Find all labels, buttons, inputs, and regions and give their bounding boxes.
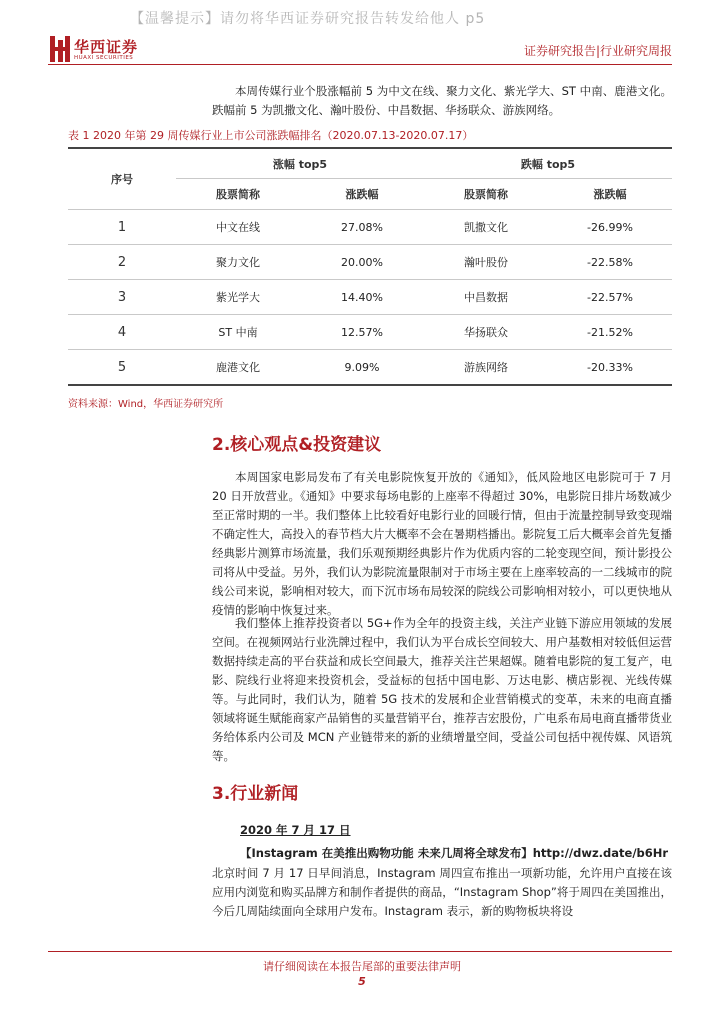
row-index: 5 — [68, 350, 176, 386]
intro-paragraph: 本周传媒行业个股涨幅前 5 为中文在线、聚力文化、紫光学大、ST 中南、鹿港文化。跌幅前 5 为凯撒文化、瀚叶股份、中昌数据、华扬联众、游族网络。 — [212, 84, 672, 117]
gainer-name: 鹿港文化 — [176, 350, 300, 386]
gainer-change: 14.40% — [300, 280, 424, 315]
row-index: 1 — [68, 210, 176, 245]
table-row — [68, 210, 672, 245]
losers-header: 跌幅 top5 — [424, 148, 672, 179]
loser-change: -22.58% — [548, 245, 672, 280]
legal-notice: 请仔细阅读在本报告尾部的重要法律声明 — [263, 960, 461, 973]
gainer-change: 12.57% — [300, 315, 424, 350]
table-row — [68, 350, 672, 386]
index-header: 序号 — [68, 148, 176, 210]
table-row — [68, 245, 672, 280]
section-2-heading: 2.核心观点&投资建议 — [212, 435, 382, 455]
loser-change: -20.33% — [548, 350, 672, 386]
table-source: 资料来源：Wind，华西证券研究所 — [68, 399, 224, 410]
row-index: 3 — [68, 280, 176, 315]
loser-change: -26.99% — [548, 210, 672, 245]
news-title-link[interactable]: 【Instagram 在美推出购物功能 未来几周将全球发布】http://dwz.date/b6Hr — [240, 846, 669, 860]
section-2-paragraph-1: 本周国家电影局发布了有关电影院恢复开放的《通知》，低风险地区电影院可于 7 月 20 日开放营业。《通知》中要求每场电影的上座率不得超过 30%，电影院日排片场数减少至正常时期的一半。我们整体上比较看好电影行业的回暖行情，但由于流量控制导致变现端不确定性大，高投入的春节档大片大概率不会在暑期档播出。影院复工后大概率会首先复播经典影片测算市场流量，我们乐观预期经典影片作为优质内容的二轮变现空间，预计影投公司将从中受益。另外，我们认为影院流量限制对于市场主要在上座率较高的一二线城市的院线公司来说，影响相对较大，而下沉市场布局较深的院线公司影响相对较小，可以更快地从疫情的影响中恢复过来。 — [212, 470, 672, 617]
logo-name-cn: 华西证券 — [74, 38, 139, 56]
loser-change-header: 涨跌幅 — [548, 179, 672, 210]
loser-name: 凯撒文化 — [424, 210, 548, 245]
forwarding-reminder: 【温馨提示】请勿将华西证券研究报告转发给他人 p5 — [130, 11, 486, 27]
loser-name: 游族网络 — [424, 350, 548, 386]
row-index: 4 — [68, 315, 176, 350]
gainer-name: 紫光学大 — [176, 280, 300, 315]
gainer-name: 中文在线 — [176, 210, 300, 245]
huaxi-logo-icon — [50, 36, 70, 62]
loser-name: 瀚叶股份 — [424, 245, 548, 280]
loser-name: 华扬联众 — [424, 315, 548, 350]
table-caption: 表 1 2020 年第 29 周传媒行业上市公司涨跌幅排名（2020.07.13-2020.07.17） — [68, 129, 474, 142]
gainer-change-header: 涨跌幅 — [300, 179, 424, 210]
logo-name-en: HUAXI SECURITIES — [74, 55, 134, 61]
section-3-heading: 3.行业新闻 — [212, 784, 299, 804]
gainer-name-header: 股票简称 — [176, 179, 300, 210]
table-row — [68, 315, 672, 350]
row-index: 2 — [68, 245, 176, 280]
loser-change: -21.52% — [548, 315, 672, 350]
news-date: 2020 年 7 月 17 日 — [240, 823, 351, 837]
company-logo — [50, 36, 160, 64]
stock-ranking-table — [68, 147, 672, 386]
page-number: 5 — [358, 975, 366, 988]
gainer-change: 27.08% — [300, 210, 424, 245]
section-2-paragraph-2: 我们整体上推荐投资者以 5G+作为全年的投资主线，关注产业链下游应用领域的发展空间。在视频网站行业洗牌过程中，我们认为平台成长空间较大、用户基数相对较低但运营数据持续走高的平台获益和成长空间最大，推荐关注芒果超媒。随着电影院的复工复产，电影、院线行业将迎来投资机会，受益标的包括中国电影、万达电影、横店影视、光线传媒等。与此同时，我们认为，随着 5G 技术的发展和企业营销模式的变革，未来的电商直播领域将诞生赋能商家产品销售的买量营销平台，推荐吉宏股份，广电系布局电商直播带货业务给体系内公司及 MCN 产业链带来的新的业绩增量空间，受益公司包括中视传媒、风语筑等。 — [212, 616, 672, 763]
header-divider — [48, 64, 672, 65]
loser-name: 中昌数据 — [424, 280, 548, 315]
gainer-change: 20.00% — [300, 245, 424, 280]
loser-change: -22.57% — [548, 280, 672, 315]
table-row — [68, 280, 672, 315]
gainer-name: 聚力文化 — [176, 245, 300, 280]
gainers-header: 涨幅 top5 — [176, 148, 424, 179]
news-body: 北京时间 7 月 17 日早间消息，Instagram 周四宣布推出一项新功能，允许用户直接在该应用内浏览和购买品牌方和制作者提供的商品，“Instagram Shop”将于周四在美国推出，今后几周陆续面向全球用户发布。Instagram 表示，新的购物板块将设 — [212, 866, 672, 918]
gainer-change: 9.09% — [300, 350, 424, 386]
loser-name-header: 股票简称 — [424, 179, 548, 210]
report-type-label: 证券研究报告|行业研究周报 — [523, 44, 672, 58]
footer-divider — [48, 951, 672, 952]
gainer-name: ST 中南 — [176, 315, 300, 350]
